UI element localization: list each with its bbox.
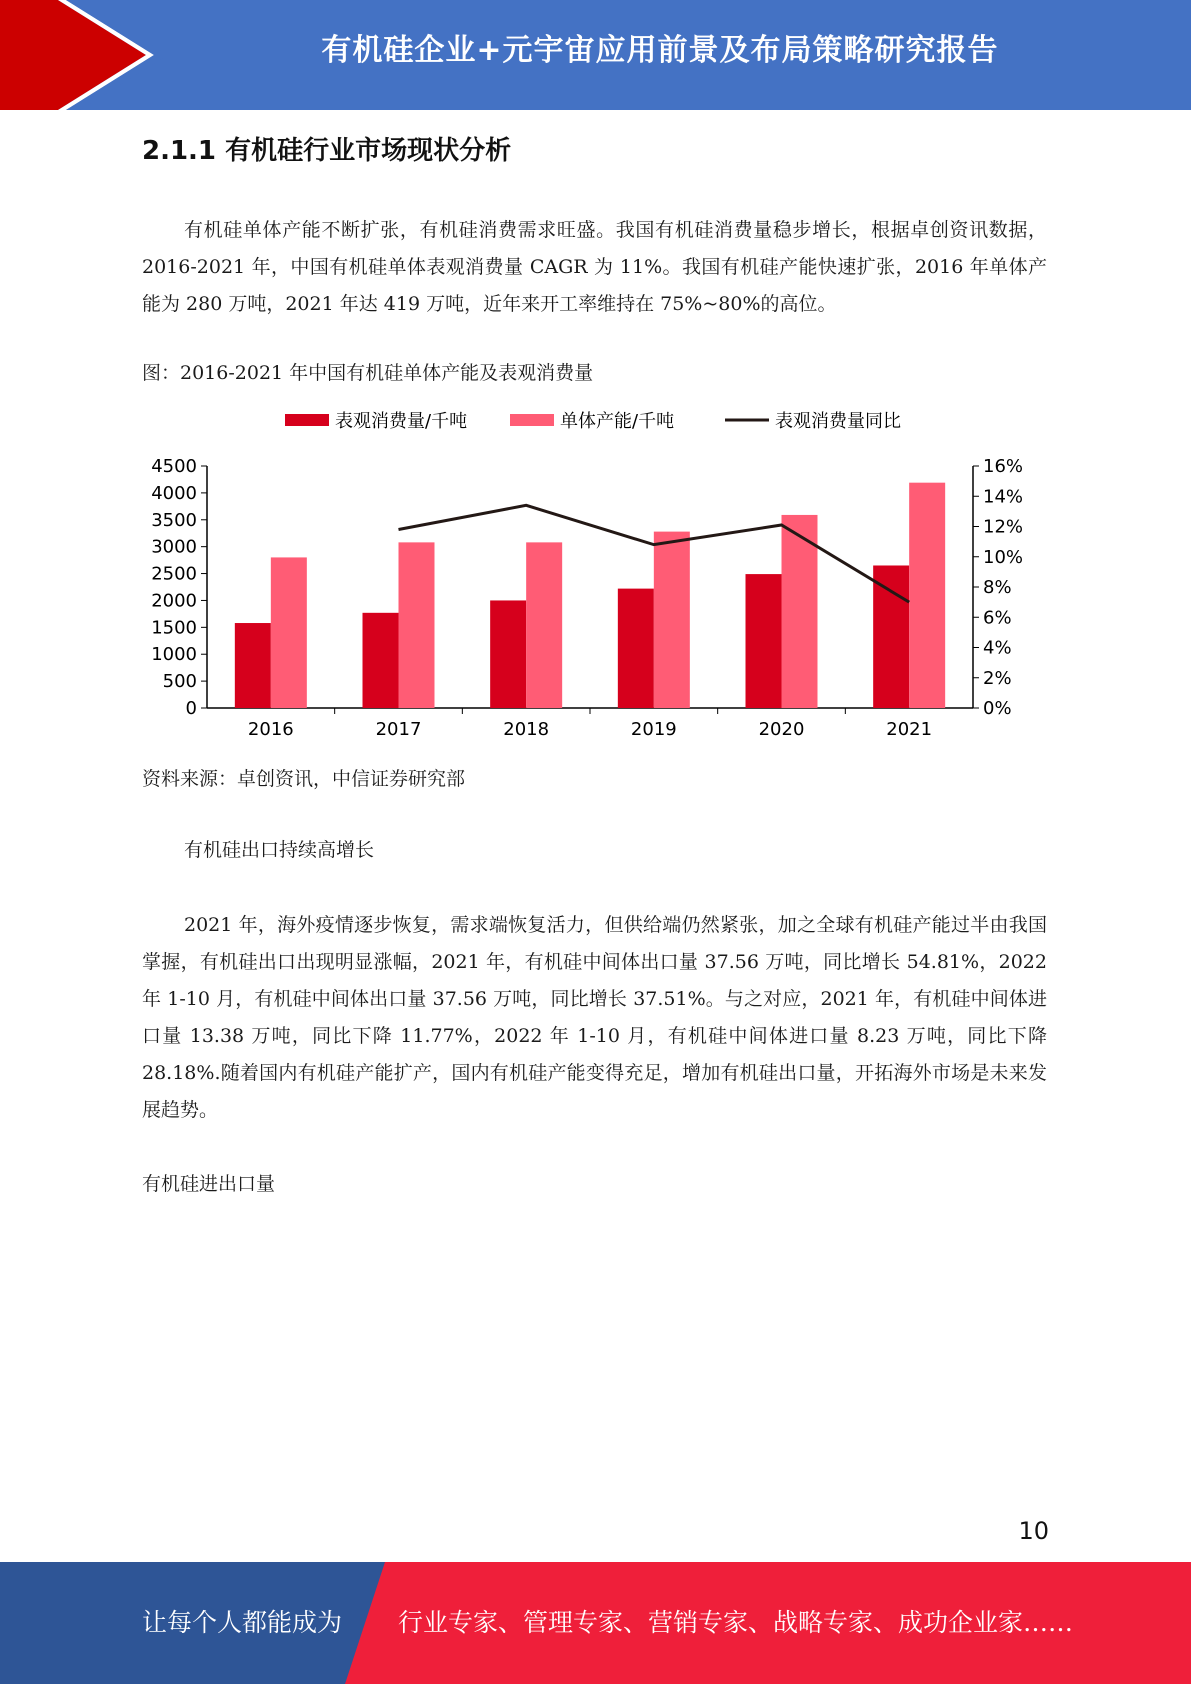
right-tick-label: 6% [983,607,1012,629]
bar-consumption [235,623,271,708]
x-tick-label: 2016 [247,719,294,740]
bar-consumption [746,574,782,708]
section-title: 2.1.1 有机硅行业市场现状分析 [142,136,512,166]
right-tick-label: 4% [983,637,1012,659]
right-tick-label: 14% [983,486,1024,508]
header-title: 有机硅企业+元宇宙应用前景及布局策略研究报告 [321,33,999,68]
left-tick-label: 3000 [151,536,197,558]
x-tick-label: 2021 [886,719,933,740]
right-tick-label: 12% [983,516,1024,538]
legend-swatch [510,414,554,426]
subheading-import-export: 有机硅进出口量 [142,1173,276,1195]
left-tick-label: 500 [162,671,197,693]
header-band [0,0,1191,110]
x-tick-label: 2019 [630,719,677,740]
left-tick-label: 1000 [151,644,197,666]
chart-legend [285,411,901,432]
right-tick-label: 0% [983,698,1012,719]
chart-bars [235,483,945,708]
bar-capacity [526,542,562,708]
left-tick-label: 4000 [151,482,197,504]
left-tick-label: 1500 [151,617,197,639]
left-tick-label: 2500 [151,563,197,585]
bar-consumption [490,600,526,708]
bar-capacity [654,532,690,708]
right-tick-label: 16% [983,456,1024,477]
source-note: 资料来源：卓创资讯，中信证券研究部 [142,768,466,790]
bar-capacity [909,483,945,708]
subheading-export: 有机硅出口持续高增长 [184,839,375,861]
legend-swatch [285,414,329,426]
paragraph-1: 有机硅单体产能不断扩张，有机硅消费需求旺盛。我国有机硅消费量稳步增长，根据卓创资讯数据，2016-2021 年，中国有机硅单体表观消费量 CAGR 为 11%。我国有机硅产能快速扩张，2016 年单体产能为 280 万吨，2021 年达 419 万吨，近年来开工率维持在 75%~80%的高位。 [142,219,1047,315]
left-tick-label: 3500 [151,509,197,531]
left-tick-label: 4500 [151,456,197,477]
x-tick-label: 2020 [758,719,805,740]
bar-consumption [363,613,399,708]
page-number: 10 [1018,1517,1049,1545]
bar-consumption [618,589,654,708]
footer-band [0,1562,1191,1684]
footer-slogan-left: 让每个人都能成为 [142,1608,343,1637]
figure-caption: 图：2016-2021 年中国有机硅单体产能及表观消费量 [142,362,594,384]
legend-label: 表观消费量同比 [775,411,901,432]
paragraph-2: 2021 年，海外疫情逐步恢复，需求端恢复活力，但供给端仍然紧张，加之全球有机硅产能过半由我国掌握，有机硅出口出现明显涨幅，2021 年，有机硅中间体出口量 37.56 万吨，同比增长 54.81%，2022 年 1-10 月，有机硅中间体出口量 37.56 万吨，同比增长 37.51%。与之对应，2021 年，有机硅中间体进口量 13.38 万吨，同比下降 11.77%，2022 年 1-10 月，有机硅中间体进口量 8.23 万吨，同比下降 28.18%.随着国内有机硅产能扩产，国内有机硅产能变得充足，增加有机硅出口量，开拓海外市场是未来发展趋势。 [142,914,1047,1121]
x-tick-label: 2017 [375,719,422,740]
right-tick-label: 8% [983,577,1012,598]
bar-consumption [873,565,909,708]
right-tick-label: 2% [983,667,1012,689]
footer-slogan-right: 行业专家、管理专家、营销专家、战略专家、成功企业家…… [398,1608,1074,1637]
left-tick-label: 0 [185,698,197,719]
right-tick-label: 10% [983,546,1024,568]
x-tick-label: 2018 [503,719,550,740]
bar-capacity [399,542,435,708]
legend-label: 表观消费量/千吨 [335,411,468,432]
bar-capacity [271,557,307,708]
chart [140,402,1060,752]
legend-label: 单体产能/千吨 [560,411,675,432]
left-tick-label: 2000 [151,590,197,612]
